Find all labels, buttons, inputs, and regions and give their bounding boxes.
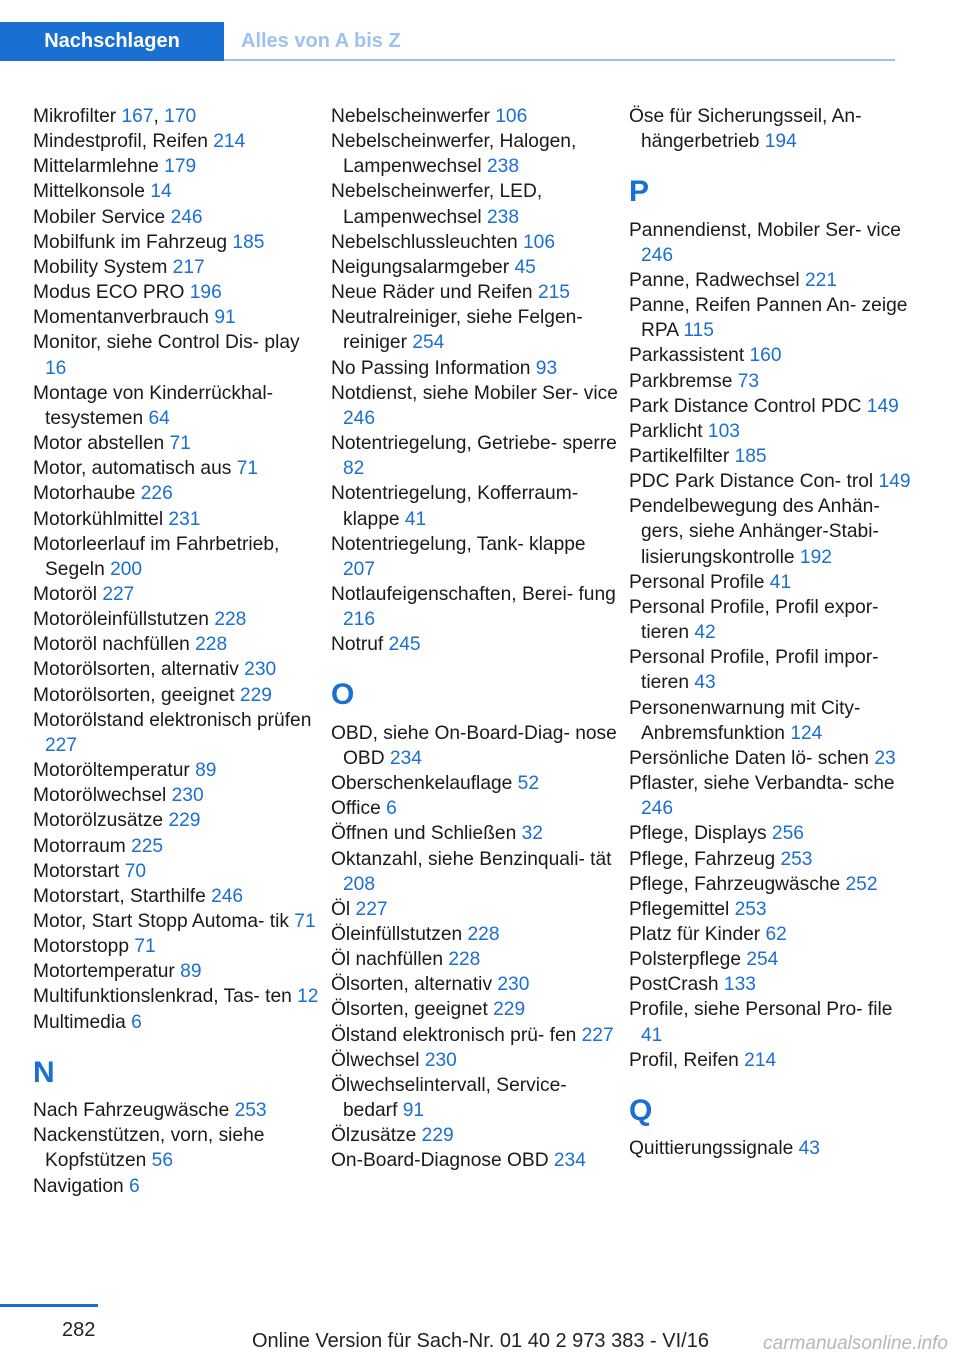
page-reference-link[interactable]: 229 xyxy=(421,1125,454,1147)
page-reference-link[interactable]: 23 xyxy=(874,747,896,769)
entry-term: Mobilfunk im Fahrzeug xyxy=(33,231,233,253)
entry-term: Öleinfüllstutzen xyxy=(331,923,468,945)
page-reference-link[interactable]: 71 xyxy=(134,936,156,958)
entry-term: Motorölsorten, alternativ xyxy=(33,659,245,681)
page-reference-link[interactable]: 246 xyxy=(211,885,244,907)
page-reference-link[interactable]: 214 xyxy=(213,131,246,153)
entry-term: Pendelbewegung des Anhän‐ gers, siehe Anhänger-Stabi‐ lisierungskontrolle xyxy=(629,496,880,568)
index-entry xyxy=(331,897,621,922)
page-reference-link[interactable]: 14 xyxy=(150,181,172,203)
entry-term: Notentriegelung, Tank‐ klappe xyxy=(331,533,586,555)
page-reference-link[interactable]: 253 xyxy=(234,1100,267,1122)
index-entry xyxy=(331,847,621,897)
page-reference-link[interactable]: 106 xyxy=(523,231,556,253)
page-reference-link[interactable]: 45 xyxy=(514,256,536,278)
index-entry xyxy=(331,280,621,305)
index-entry xyxy=(331,796,621,821)
page-reference-link[interactable]: 228 xyxy=(214,609,247,631)
entry-term: Motortemperatur xyxy=(33,961,181,983)
index-entry xyxy=(33,834,323,859)
page-reference-link[interactable]: 41 xyxy=(769,571,792,593)
entry-term: Nebelschlussleuchten xyxy=(331,231,523,253)
page-reference-link[interactable]: 62 xyxy=(765,923,787,945)
page-reference-link[interactable]: 245 xyxy=(388,634,421,656)
page-reference-link[interactable]: 214 xyxy=(744,1049,777,1071)
page-reference-link[interactable]: 208 xyxy=(343,873,376,895)
entry-term: Personenwarnung mit City- Anbremsfunktion xyxy=(629,697,861,744)
entry-term: Ölwechsel xyxy=(331,1049,425,1071)
entry-term: Pflege, Displays xyxy=(629,823,772,845)
index-entry xyxy=(629,343,919,368)
entry-term: Nebelscheinwerfer, LED, Lampenwechsel xyxy=(331,181,543,228)
page-reference-link[interactable]: 185 xyxy=(232,231,265,253)
entry-term: Nebelscheinwerfer, Halogen, Lampenwechsel xyxy=(331,131,577,178)
index-entry xyxy=(33,431,323,456)
entry-term: Nebelscheinwerfer xyxy=(331,106,496,127)
page-reference-link[interactable]: 43 xyxy=(694,672,716,694)
index-entry xyxy=(33,179,323,204)
index-entry xyxy=(629,1048,919,1073)
entry-term: Neue Räder und Reifen xyxy=(331,282,538,304)
index-entry xyxy=(629,771,919,821)
entry-term: Mikrofilter xyxy=(33,106,122,127)
page-reference-link[interactable]: 253 xyxy=(780,848,813,870)
index-column-2 xyxy=(331,104,621,1174)
index-column-1 xyxy=(33,104,323,1199)
page-reference-link[interactable]: 12 xyxy=(297,986,319,1008)
index-entry xyxy=(629,444,919,469)
page-reference-link[interactable]: 89 xyxy=(195,760,217,782)
page-reference-link[interactable]: 91 xyxy=(402,1100,425,1122)
index-entry xyxy=(331,1123,621,1148)
entry-term: Personal Profile xyxy=(629,571,770,593)
entry-term: Persönliche Daten lö‐ schen xyxy=(629,747,875,769)
index-entry xyxy=(33,280,323,305)
page-reference-link[interactable]: 229 xyxy=(493,999,526,1021)
index-entry xyxy=(33,1098,323,1123)
index-entry xyxy=(33,255,323,280)
page-reference-link[interactable]: 71 xyxy=(169,433,191,455)
index-entry xyxy=(629,847,919,872)
page-reference-link[interactable]: 133 xyxy=(723,974,756,996)
index-entry xyxy=(33,481,323,506)
watermark: carmanualsonline.info xyxy=(763,1333,948,1354)
page-reference-link[interactable]: 115 xyxy=(683,320,714,342)
entry-term: Ölzusätze xyxy=(331,1125,422,1147)
page-reference-link[interactable]: 56 xyxy=(151,1150,174,1172)
entry-term: Motoröleinfüllstutzen xyxy=(33,609,215,631)
index-entry xyxy=(629,922,919,947)
entry-term: Ölwechselintervall, Service‐ bedarf xyxy=(331,1074,567,1122)
entry-term: Personal Profile, Profil expor‐ tieren xyxy=(629,596,879,644)
index-entry xyxy=(629,897,919,922)
entry-term: Notruf xyxy=(331,634,389,656)
entry-term: Neutralreiniger, siehe Felgen‐ reiniger xyxy=(331,307,583,354)
entry-term: Oberschenkelauflage xyxy=(331,773,518,795)
entry-term: Pflegemittel xyxy=(629,898,735,920)
index-entry xyxy=(33,1174,323,1199)
index-entry xyxy=(629,595,919,645)
page-reference-link[interactable]: 6 xyxy=(131,1011,142,1033)
page-number: 282 xyxy=(62,1319,96,1341)
index-entry xyxy=(331,431,621,481)
entry-term: Mindestprofil, Reifen xyxy=(33,131,214,153)
index-entry xyxy=(33,305,323,330)
entry-term: Parkassistent xyxy=(629,345,750,367)
index-entry xyxy=(629,696,919,746)
index-entry xyxy=(331,721,621,771)
page-reference-link[interactable]: 179 xyxy=(164,156,197,178)
index-entry xyxy=(331,922,621,947)
index-entry xyxy=(331,129,621,179)
index-entry xyxy=(33,959,323,984)
index-entry xyxy=(331,947,621,972)
entry-term: Öl nachfüllen xyxy=(331,949,449,971)
index-entry xyxy=(331,582,621,632)
entry-term: Mittelkonsole xyxy=(33,181,151,203)
page-reference-link[interactable]: 43 xyxy=(798,1138,820,1160)
index-entry xyxy=(33,683,323,708)
entry-term: Modus ECO PRO xyxy=(33,282,190,304)
index-entry xyxy=(33,708,323,758)
page-reference-link[interactable]: 229 xyxy=(168,810,201,832)
tab-alles-von-a-bis-z[interactable]: Alles von A bis Z xyxy=(241,30,401,52)
index-entry xyxy=(629,645,919,695)
entry-term: PostCrash xyxy=(629,974,724,996)
page-reference-link[interactable]: 246 xyxy=(641,798,674,820)
entry-term: Öl xyxy=(331,898,356,920)
entry-term: Ölsorten, alternativ xyxy=(331,974,498,996)
page-reference-link[interactable]: 217 xyxy=(172,256,205,278)
page-reference-link[interactable]: 93 xyxy=(535,357,558,379)
page-reference-link[interactable]: 227 xyxy=(355,898,388,920)
entry-term: Motorraum xyxy=(33,835,132,857)
page-reference-link[interactable]: 229 xyxy=(239,684,272,706)
index-entry xyxy=(331,179,621,229)
entry-term: Nackenstützen, vorn, siehe Kopfstützen xyxy=(33,1125,265,1172)
page-reference-link[interactable]: 64 xyxy=(148,407,170,429)
index-entry xyxy=(33,205,323,230)
index-entry xyxy=(331,381,621,431)
index-entry xyxy=(331,1148,621,1173)
page-reference-link[interactable]: 160 xyxy=(749,345,782,367)
index-entry xyxy=(33,909,323,934)
entry-term: OBD, siehe On-Board-Diag‐ nose OBD xyxy=(331,722,617,769)
entry-term: Oktanzahl, siehe Benzinquali‐ tät xyxy=(331,848,612,870)
page-reference-link[interactable]: 228 xyxy=(467,923,500,945)
entry-term: Motorleerlauf im Fahrbetrieb, Segeln xyxy=(33,533,280,580)
entry-term: Mobility System xyxy=(33,256,173,278)
page-reference-link[interactable]: 124 xyxy=(790,722,823,744)
entry-term: Polsterpflege xyxy=(629,949,747,971)
page-reference-link[interactable]: 215 xyxy=(537,282,570,304)
page-reference-link[interactable]: 41 xyxy=(641,1024,663,1046)
page-reference-link[interactable]: 230 xyxy=(497,974,530,996)
entry-term: Quittierungssignale xyxy=(629,1138,799,1160)
entry-term: No Passing Information xyxy=(331,357,536,379)
index-entry xyxy=(33,230,323,255)
page-reference-link[interactable]: 52 xyxy=(517,773,540,795)
page-reference-link[interactable]: 149 xyxy=(866,395,899,417)
page-reference-link[interactable]: 253 xyxy=(734,898,767,920)
page-reference-link[interactable]: 70 xyxy=(124,860,147,882)
index-entry xyxy=(629,570,919,595)
entry-term: Personal Profile, Profil impor‐ tieren xyxy=(629,647,879,694)
page-reference-link[interactable]: 89 xyxy=(180,961,202,983)
index-entry xyxy=(331,305,621,355)
page-reference-link[interactable]: 6 xyxy=(386,798,397,820)
entry-term: Park Distance Control PDC xyxy=(629,395,867,417)
page-reference-link[interactable]: 246 xyxy=(170,206,203,228)
page-reference-link[interactable]: 32 xyxy=(521,823,543,845)
entry-term: Motoröl xyxy=(33,583,103,605)
page-reference-link[interactable]: 254 xyxy=(746,949,779,971)
index-entry xyxy=(331,481,621,531)
index-entry xyxy=(33,507,323,532)
page-header xyxy=(0,22,895,61)
entry-term: Öse für Sicherungsseil, An‐ hängerbetrieb xyxy=(629,106,862,153)
page-reference-link[interactable]: 254 xyxy=(412,332,445,354)
index-entry xyxy=(33,808,323,833)
index-entry xyxy=(629,419,919,444)
page-reference-link[interactable]: 103 xyxy=(707,420,740,442)
entry-term: Profile, siehe Personal Pro‐ file xyxy=(629,999,893,1021)
index-entry xyxy=(629,293,919,343)
entry-term: Motorölwechsel xyxy=(33,785,172,807)
entry-term: Mittelarmlehne xyxy=(33,156,165,178)
index-entry xyxy=(33,783,323,808)
entry-term: Motor abstellen xyxy=(33,433,170,455)
entry-term: Motorkühlmittel xyxy=(33,508,169,530)
page-reference-link[interactable]: 91 xyxy=(214,307,236,329)
index-entry xyxy=(629,268,919,293)
page-reference-link[interactable]: 71 xyxy=(236,458,259,480)
page-reference-link[interactable]: 225 xyxy=(131,835,164,857)
entry-term: Monitor, siehe Control Dis‐ play xyxy=(33,332,300,354)
entry-term: Parklicht xyxy=(629,420,708,442)
page-reference-link[interactable]: 42 xyxy=(694,622,716,644)
index-entry xyxy=(331,997,621,1022)
index-entry xyxy=(331,230,621,255)
index-column-3 xyxy=(629,104,919,1161)
index-entry xyxy=(331,1073,621,1123)
index-entry xyxy=(33,1010,323,1035)
entry-term: Motorstart xyxy=(33,860,125,882)
entry-term: Öffnen und Schließen xyxy=(331,823,522,845)
entry-term: Motoröl nachfüllen xyxy=(33,634,196,656)
page-reference-link[interactable]: 82 xyxy=(343,458,365,480)
entry-term: Motor, automatisch aus xyxy=(33,458,237,480)
page-reference-link[interactable]: 246 xyxy=(641,244,674,266)
entry-term: Motorstart, Starthilfe xyxy=(33,885,212,907)
index-entry xyxy=(33,1123,323,1173)
page-reference-link[interactable]: 194 xyxy=(764,131,797,153)
page-reference-link[interactable]: 16 xyxy=(45,357,67,379)
footer-divider xyxy=(0,1304,98,1307)
entry-term: Platz für Kinder xyxy=(629,923,766,945)
index-entry xyxy=(629,494,919,569)
entry-term: Motorölsorten, geeignet xyxy=(33,684,240,706)
entry-term: Momentanverbrauch xyxy=(33,307,215,329)
page-reference-link[interactable]: 238 xyxy=(487,156,520,178)
page-reference-link[interactable]: 256 xyxy=(771,823,804,845)
index-entry xyxy=(33,456,323,481)
index-entry xyxy=(629,972,919,997)
index-entry xyxy=(33,532,323,582)
page-reference-link[interactable]: 234 xyxy=(553,1150,586,1172)
index-entry xyxy=(629,1136,919,1161)
index-entry xyxy=(331,1048,621,1073)
page-reference-link[interactable]: 230 xyxy=(171,785,204,807)
index-entry xyxy=(331,632,621,657)
index-entry xyxy=(331,1023,621,1048)
entry-term: Multimedia xyxy=(33,1011,132,1033)
index-entry xyxy=(33,607,323,632)
entry-term: Pflaster, siehe Verbandta‐ sche xyxy=(629,773,895,795)
index-entry xyxy=(33,632,323,657)
entry-term: Montage von Kinderrückhal‐ tesystemen xyxy=(33,382,273,429)
index-entry xyxy=(629,218,919,268)
index-entry xyxy=(629,369,919,394)
index-entry xyxy=(331,972,621,997)
index-entry xyxy=(331,532,621,582)
entry-term: Panne, Reifen Pannen An‐ zeige RPA xyxy=(629,295,908,342)
entry-term: Notlaufeigenschaften, Berei‐ fung xyxy=(331,583,616,605)
entry-term: Multifunktionslenkrad, Tas‐ ten xyxy=(33,986,298,1008)
entry-term: Ölstand elektronisch prü‐ fen xyxy=(331,1024,582,1046)
page-reference-link[interactable]: 216 xyxy=(343,609,376,631)
index-entry xyxy=(629,746,919,771)
index-entry xyxy=(33,934,323,959)
index-entry xyxy=(629,469,919,494)
index-entry xyxy=(33,758,323,783)
index-entry xyxy=(629,104,919,154)
section-letter: O xyxy=(331,678,355,712)
page-reference-link[interactable]: 238 xyxy=(487,206,520,228)
entry-term: , xyxy=(153,106,165,127)
index-entry xyxy=(629,872,919,897)
entry-term: Parkbremse xyxy=(629,370,738,392)
page-reference-link[interactable]: 207 xyxy=(343,558,376,580)
section-letter: N xyxy=(33,1055,55,1089)
entry-term: Panne, Radwechsel xyxy=(629,269,805,291)
index-entry xyxy=(33,582,323,607)
entry-term: Nach Fahrzeugwäsche xyxy=(33,1100,235,1122)
index-entry xyxy=(629,947,919,972)
index-entry xyxy=(33,984,323,1009)
entry-term: On-Board-Diagnose OBD xyxy=(331,1150,554,1172)
page-reference-link[interactable]: 71 xyxy=(294,911,316,932)
entry-term: Navigation xyxy=(33,1175,129,1197)
entry-term: Mobiler Service xyxy=(33,206,171,228)
page-reference-link[interactable]: 41 xyxy=(404,508,427,530)
entry-term: Office xyxy=(331,798,387,820)
entry-term: Pflege, Fahrzeug xyxy=(629,848,781,870)
page-reference-link[interactable]: 230 xyxy=(244,659,277,681)
header-divider xyxy=(224,59,895,61)
index-entry xyxy=(331,255,621,280)
entry-term: Motoröltemperatur xyxy=(33,760,196,782)
page-reference-link[interactable]: 231 xyxy=(168,508,201,530)
index-entry xyxy=(33,859,323,884)
entry-term: Notdienst, siehe Mobiler Ser‐ vice xyxy=(331,382,618,404)
index-entry xyxy=(331,771,621,796)
entry-term: Pannendienst, Mobiler Ser‐ vice xyxy=(629,219,901,241)
footer-version-text: Online Version für Sach-Nr. 01 40 2 973 383 - VI/16 xyxy=(252,1330,709,1352)
index-entry xyxy=(33,381,323,431)
page-reference-link[interactable]: 200 xyxy=(110,558,143,580)
entry-term: Profil, Reifen xyxy=(629,1049,745,1071)
index-entry xyxy=(33,884,323,909)
page-reference-link[interactable]: 234 xyxy=(389,747,422,769)
page-reference-link[interactable]: 228 xyxy=(195,634,228,656)
entry-term: Partikelfilter xyxy=(629,446,735,468)
entry-term: Notentriegelung, Getriebe‐ sperre xyxy=(331,433,617,455)
entry-term: Notentriegelung, Kofferraum‐ klappe xyxy=(331,483,579,530)
page-reference-link[interactable]: 149 xyxy=(878,471,911,493)
page-reference-link[interactable]: 196 xyxy=(189,282,222,304)
entry-term: Motorölstand elektronisch prüfen xyxy=(33,709,312,731)
entry-term: Motorölzusätze xyxy=(33,810,169,832)
page-reference-link[interactable]: 246 xyxy=(343,407,376,429)
index-entry xyxy=(331,356,621,381)
page-reference-link[interactable]: 185 xyxy=(734,446,767,468)
entry-term: Motorstopp xyxy=(33,936,135,958)
page-reference-link[interactable]: 230 xyxy=(424,1049,457,1071)
entry-term: Neigungsalarmgeber xyxy=(331,256,515,278)
page-reference-link[interactable]: 73 xyxy=(737,370,760,392)
index-entry xyxy=(629,821,919,846)
page-reference-link[interactable]: 227 xyxy=(581,1024,614,1046)
page-reference-link[interactable]: 228 xyxy=(448,949,481,971)
tab-nachschlagen[interactable]: Nachschlagen xyxy=(0,22,224,61)
index-entry xyxy=(33,154,323,179)
index-entry xyxy=(33,657,323,682)
page-reference-link[interactable]: 252 xyxy=(845,873,878,895)
page-reference-link[interactable]: 6 xyxy=(129,1175,140,1197)
index-entry xyxy=(33,129,323,154)
page-reference-link[interactable]: 227 xyxy=(102,583,135,605)
page-reference-link[interactable]: 192 xyxy=(799,546,832,568)
entry-term: Motor, Start Stopp Automa‐ tik xyxy=(33,911,295,932)
entry-term: Ölsorten, geeignet xyxy=(331,999,494,1021)
index-entry xyxy=(629,394,919,419)
index-entry xyxy=(331,104,621,129)
index-entry xyxy=(331,821,621,846)
section-letter: Q xyxy=(629,1093,653,1127)
entry-term: Motorhaube xyxy=(33,483,141,505)
page-reference-link[interactable]: 106 xyxy=(495,106,528,127)
page-reference-link[interactable]: 226 xyxy=(140,483,173,505)
index-entry xyxy=(629,997,919,1047)
entry-term: PDC Park Distance Con‐ trol xyxy=(629,471,879,493)
index-entry xyxy=(33,330,323,380)
page-reference-link[interactable]: 221 xyxy=(805,269,838,291)
page-reference-link[interactable]: 167 xyxy=(121,106,154,127)
page-reference-link[interactable]: 227 xyxy=(45,734,78,756)
page-reference-link[interactable]: 170 xyxy=(164,106,197,127)
entry-term: Pflege, Fahrzeugwäsche xyxy=(629,873,846,895)
section-letter: P xyxy=(629,175,650,209)
index-entry xyxy=(33,104,323,129)
